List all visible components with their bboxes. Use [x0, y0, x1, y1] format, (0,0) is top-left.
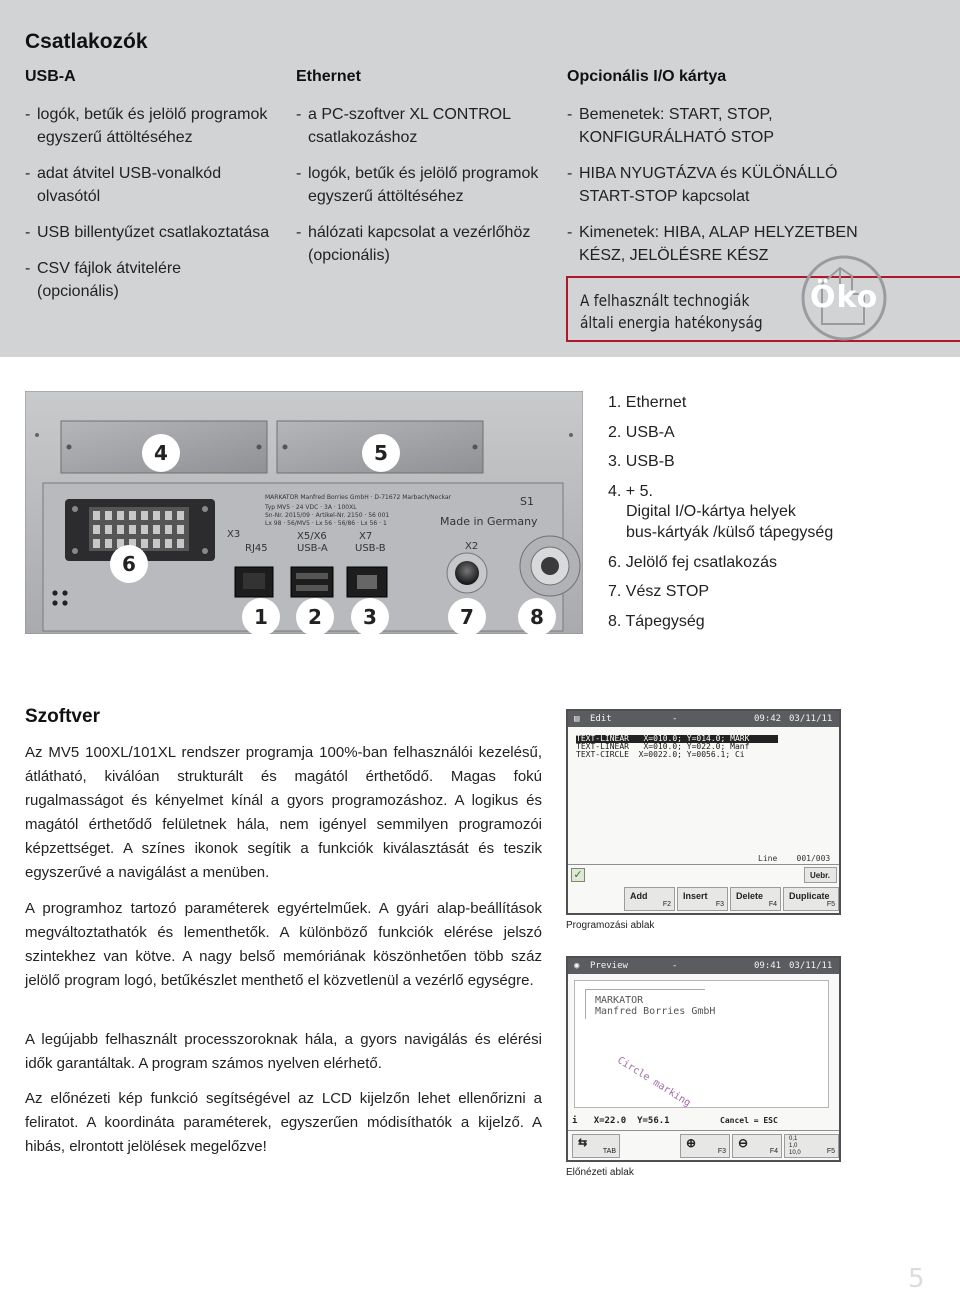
edit-window-icon: ▤ [574, 714, 580, 724]
edit-title-bar: ▤ Edit - 09:42 03/11/11 [568, 711, 839, 727]
photo-number-5: 5 [374, 441, 388, 465]
legend-item-4-5-desc-1: Digital I/O-kártya helyek [626, 503, 796, 520]
x5x6-label: X5/X6 [297, 531, 327, 542]
check-icon[interactable]: ✓ [571, 868, 585, 882]
zoom-step-button[interactable]: 0,1 1,0 10,0 F5 [784, 1134, 839, 1158]
eco-logo-text: Öko [810, 280, 879, 315]
info-icon: i [572, 1116, 578, 1126]
coordinate-readout: i X=22.0 Y=56.1 [572, 1116, 670, 1126]
programming-window [566, 709, 841, 915]
usb-a-item-3: - USB billentyűzet csatlakoztatása [25, 224, 270, 241]
ethernet-column [296, 68, 361, 88]
x2-label: X2 [465, 541, 479, 552]
usb-a-port-label: USB-A [297, 543, 328, 554]
edit-date: 03/11/11 [789, 714, 833, 724]
plate-line-2: Typ MV5 · 24 VDC · 3A · 100XL [265, 504, 357, 511]
energy-efficiency-box [566, 276, 960, 342]
photo-number-2: 2 [308, 605, 322, 629]
program-list[interactable] [576, 735, 778, 759]
uebr-button[interactable]: Uebr. [804, 867, 837, 883]
x7-label: X7 [359, 531, 373, 542]
software-paragraph-4: Az előnézeti kép funkció segítségével az LCD kijelzőn lehet ellenőrizni a feliratot. A koordináta paraméterek, egyszerűen módisíthatók a kijelző. A hibás, elrontott jelölések megelőzve! [25, 1090, 542, 1155]
preview-window-caption: Előnézeti ablak [566, 1167, 634, 1178]
eco-line-1: A felhasznált technogiák [580, 291, 750, 310]
rj45-label: RJ45 [245, 543, 268, 554]
preview-canvas [574, 980, 829, 1108]
usb-a-item-4: - CSV fájlok átvitelére (opcionális) [25, 260, 182, 300]
ethernet-item-2: - logók, betűk és jelölő programok egyszerű áttöltéséhez [296, 165, 539, 205]
legend-item-2: 2. USB-A [608, 424, 675, 441]
connectors-panel [0, 0, 960, 357]
preview-time: 09:41 [754, 961, 782, 971]
preview-mode: Preview [590, 961, 628, 971]
photo-number-3: 3 [363, 605, 377, 629]
io-card-column [567, 68, 726, 88]
controller-back-panel-photo [25, 391, 583, 634]
photo-number-8: 8 [530, 605, 544, 629]
photo-number-6: 6 [122, 552, 136, 576]
made-in-label: Made in Germany [440, 515, 538, 528]
preview-window [566, 956, 841, 1162]
legend-item-4-5-desc-2: bus-kártyák /külső tápegység [626, 524, 834, 541]
usb-b-port-label: USB-B [355, 543, 386, 554]
eco-line-2: általi energia hatékonyság [580, 313, 763, 332]
usb-a-column [25, 68, 76, 88]
photo-number-7: 7 [460, 605, 474, 629]
plate-line-4: Lx 98 · 56/MV5 · Lx 56 · 56/86 · Lx 56 · 1 [265, 520, 387, 527]
photo-number-4: 4 [154, 441, 168, 465]
zoom-in-button[interactable]: ⊕ F3 [680, 1134, 730, 1158]
io-card-item-1: - Bemenetek: START, STOP, KONFIGURÁLHATÓ STOP [567, 106, 774, 146]
software-title: Szoftver [25, 706, 100, 727]
usb-a-heading: USB-A [25, 68, 76, 85]
cancel-hint: Cancel = ESC [720, 1116, 778, 1125]
connectors-title: Csatlakozók [25, 30, 148, 53]
legend-item-6: 6. Jelölő fej csatlakozás [608, 554, 777, 571]
legend-item-7: 7. Vész STOP [608, 583, 710, 600]
legend-item-4-5: 4. + 5. [608, 483, 653, 500]
preview-eye-icon: ◉ [574, 961, 580, 971]
insert-button[interactable]: Insert F3 [677, 887, 728, 911]
legend-item-3: 3. USB-B [608, 453, 675, 470]
io-card-heading: Opcionális I/O kártya [567, 68, 727, 85]
divider [568, 864, 839, 865]
zoom-out-button[interactable]: ⊖ F4 [732, 1134, 782, 1158]
preview-text: MARKATOR Manfred Borries GmbH [595, 995, 716, 1017]
zoom-out-icon: ⊖ [738, 1136, 749, 1150]
swap-arrows-icon: ⇆ [578, 1137, 588, 1149]
io-card-item-2: - HIBA NYUGTÁZVA és KÜLÖNÁLLÓ START-STOP kapcsolat [567, 165, 838, 205]
ethernet-item-1: - a PC-szoftver XL CONTROL csatlakozáshoz [296, 106, 512, 146]
programming-window-caption: Programozási ablak [566, 920, 655, 931]
page-number: 5 [908, 1264, 925, 1293]
ethernet-item-3: - hálózati kapcsolat a vezérlőhöz (opcionális) [296, 224, 531, 264]
program-row-selected[interactable]: TEXT-LINEAR X=010.0; Y=014.0; MARK [576, 735, 778, 743]
software-paragraph-2: A programhoz tartozó paraméterek egyértelműek. A gyári alap-beállítások megváltoztathatók és lementhetők. A különböző funkciók elérése jelszó szintekhez van kötve. A nagy belső memóriának köszönhetően több száz jelölő program logó, betűkészlet menthető el közvetlenül a vezérlő egységre. [25, 900, 542, 989]
s1-label: S1 [520, 495, 534, 508]
photo-number-1: 1 [254, 605, 268, 629]
software-paragraph-3: A legújabb felhasznált processzoroknak hála, a gyors navigálás és elérési idők garantáltak. A program számos nyelven elérhető. [25, 1031, 542, 1072]
usb-a-item-1: - logók, betűk és jelölő programok egyszerű áttöltéséhez [25, 106, 268, 146]
line-indicator: Line 001/003 [758, 854, 831, 863]
preview-date: 03/11/11 [789, 961, 833, 971]
tab-button[interactable]: ⇆ TAB [572, 1134, 620, 1158]
duplicate-button[interactable]: Duplicate F5 [783, 887, 839, 911]
x3-label: X3 [227, 529, 241, 540]
legend-item-8: 8. Tápegység [608, 613, 705, 630]
plate-line-1: MARKATOR Manfred Borries GmbH · D-71672 Marbach/Neckar [265, 494, 452, 501]
program-row[interactable]: TEXT-LINEAR X=010.0; Y=022.0; Manf [576, 742, 750, 751]
usb-a-item-2: - adat átvitel USB-vonalkód olvasótól [25, 165, 222, 205]
delete-button[interactable]: Delete F4 [730, 887, 781, 911]
plate-line-3: Sn-Nr. 2015/09 · Artikel-Nr. 2150 · 56 001 [265, 512, 390, 519]
ethernet-heading: Ethernet [296, 68, 361, 85]
edit-time: 09:42 [754, 714, 782, 724]
add-button[interactable]: Add F2 [624, 887, 675, 911]
preview-circle-text: Circle marking [615, 1055, 693, 1109]
zoom-in-icon: ⊕ [686, 1136, 697, 1150]
io-card-item-3: - Kimenetek: HIBA, ALAP HELYZETBEN KÉSZ, JELÖLÉSRE KÉSZ [567, 224, 858, 264]
legend-item-1: 1. Ethernet [608, 394, 687, 411]
program-row[interactable]: TEXT-CIRCLE X=0022.0; Y=0056.1; Ci [576, 750, 745, 759]
edit-mode: Edit [590, 714, 612, 724]
preview-title-bar: ◉ Preview - 09:41 03/11/11 [568, 958, 839, 974]
software-paragraph-1: Az MV5 100XL/101XL rendszer programja 100%-ban felhasználói kezelésű, átlátható, kiválóan strukturált és magától érthetődő. Magas fokú rugalmasságot és kényelmet kínál a gyors programozáshoz. A logikus és magától érthetődő felületnek hála, nem igényel semmilyen programozói képzettséget. A színes ikonok segítik a funkciók kiválasztását és teszik egyszerűvé a navigálást a menüben. [25, 744, 542, 881]
